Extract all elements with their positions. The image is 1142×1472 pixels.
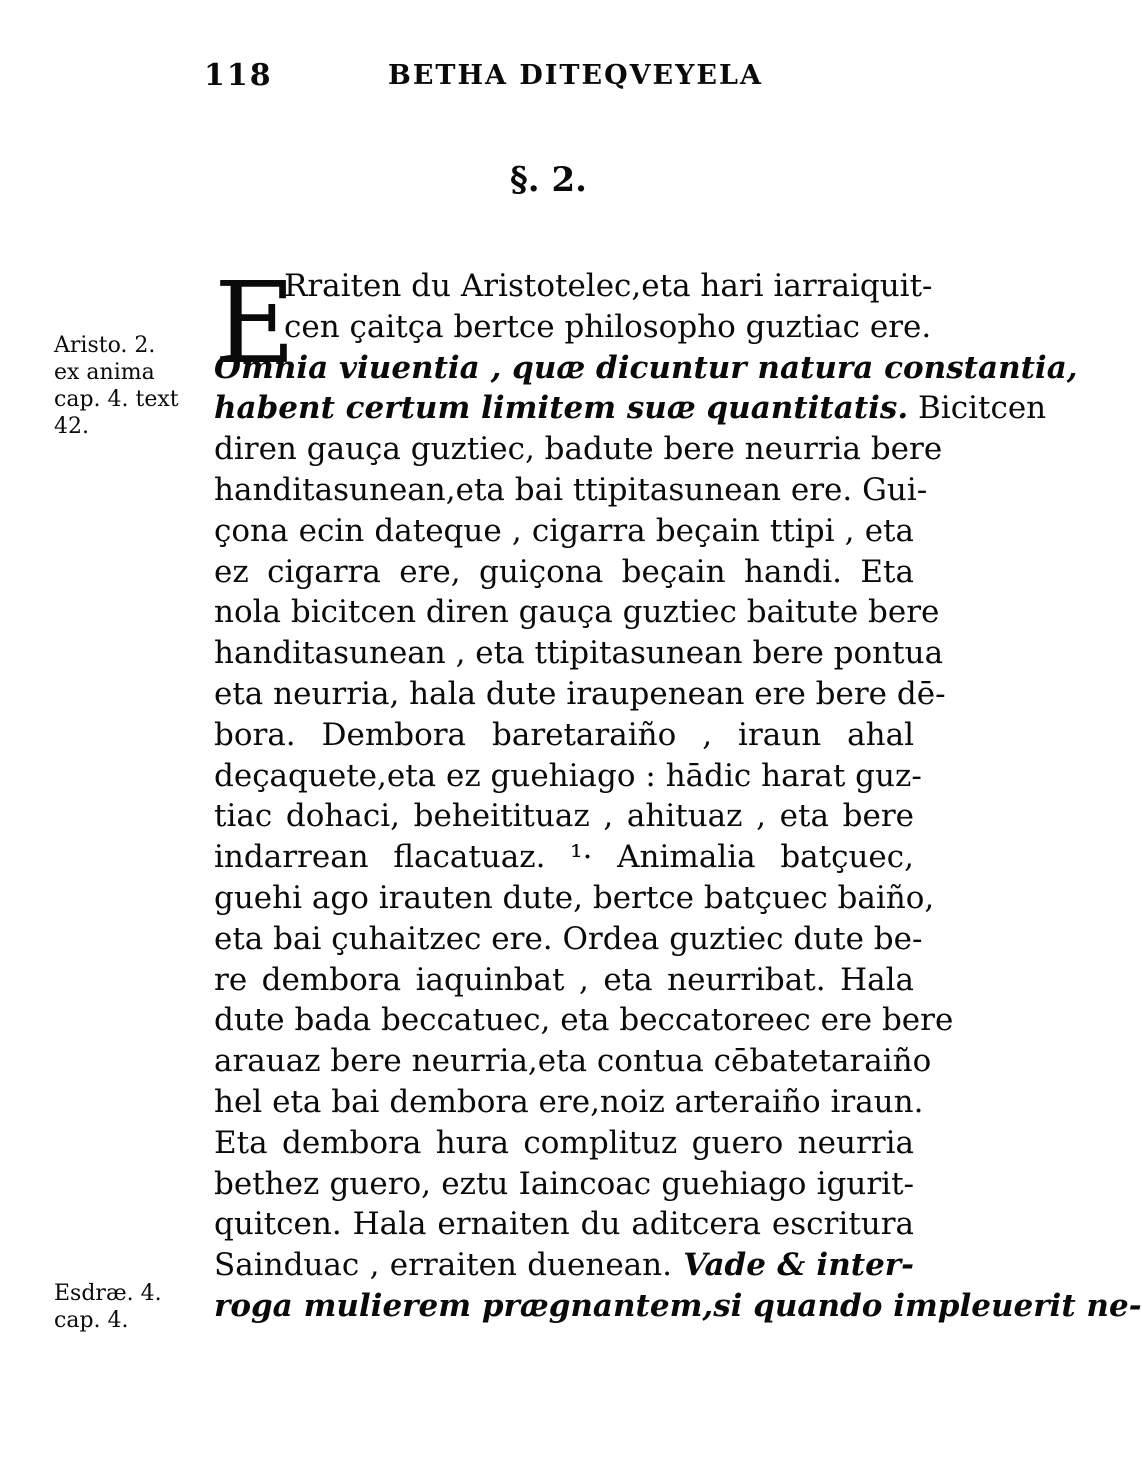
text-line-content: nola bicitcen diren gauça guztiec baitute bere: [214, 594, 940, 631]
text-line: [214, 1164, 914, 1205]
text-line: [214, 674, 946, 715]
margin-note-line: ex anima: [54, 360, 155, 385]
text-line: [214, 1286, 1142, 1327]
text-line: [214, 837, 914, 878]
margin-note-esdras: [54, 1281, 162, 1335]
text-line: [214, 1041, 932, 1082]
text-line: [214, 511, 914, 552]
text-line: [214, 1245, 914, 1286]
text-line: [214, 552, 914, 593]
text-line-content: handitasunean,eta bai ttipitasunean ere. Gui-: [214, 471, 928, 508]
text-line-content: Rraiten du Aristotelec,eta hari iarraiquit-: [284, 268, 933, 304]
text-line: [214, 633, 944, 674]
text-line: [214, 388, 1047, 429]
text-line-content: deçaquete,eta ez guehiago : hādic harat guz-: [214, 757, 922, 794]
running-head: BETHA DITEQVEYELA: [388, 60, 763, 91]
text-line: [214, 919, 923, 960]
text-line-content: diren gauça guztiec, badute bere neurria bere: [214, 431, 943, 468]
text-line-content: çona ecin dateque , cigarra beçain ttipi , eta: [214, 512, 914, 549]
text-line-content: habent certum limitem suæ quantitatis.: [214, 390, 909, 427]
text-line: [214, 878, 935, 919]
text-line: [214, 1082, 924, 1123]
text-line-content: arauaz bere neurria,eta contua cēbatetaraiño: [214, 1043, 932, 1080]
text-line-content: eta bai çuhaitzec ere. Ordea guztiec dute be-: [214, 920, 923, 957]
margin-note-line: Aristo. 2.: [54, 333, 156, 358]
text-line-content: handitasunean , eta ttipitasunean bere pontua: [214, 635, 944, 672]
page-header: [0, 58, 1023, 98]
margin-note-line: cap. 4. text: [54, 387, 179, 412]
text-line-content: re dembora iaquinbat , eta neurribat. Hala: [214, 961, 914, 998]
text-line: [214, 470, 928, 511]
text-line: [214, 796, 914, 837]
text-line-content: Eta dembora hura complituz guero neurria: [214, 1124, 914, 1161]
text-line: [214, 592, 940, 633]
text-line: [214, 1123, 914, 1164]
page-number: 118: [204, 58, 273, 93]
text-line: [214, 715, 914, 756]
text-line-content: dute bada beccatuec, eta beccatoreec ere bere: [214, 1002, 954, 1039]
text-line-content: tiac dohaci, beheitituaz , ahituaz , eta bere: [214, 798, 914, 835]
text-line: [214, 429, 943, 470]
text-line: [214, 756, 922, 797]
text-line-content: cen çaitça bertce philosopho guztiac ere.: [284, 308, 932, 345]
text-line: [214, 266, 933, 307]
margin-note-aristotle: [54, 333, 179, 441]
text-line-content: quitcen. Hala ernaiten du aditcera escritura: [214, 1206, 914, 1243]
text-line: [214, 348, 1078, 389]
body-text: [214, 259, 1142, 1327]
text-line-tail-italic: Vade & inter-: [671, 1247, 914, 1284]
text-line: [214, 1000, 954, 1041]
margin-note-line: cap. 4.: [54, 1308, 129, 1333]
text-line-tail: Bicitcen: [908, 390, 1047, 427]
drop-cap: E: [214, 259, 296, 389]
text-line-content: hel eta bai dembora ere,noiz arteraiño iraun.: [214, 1083, 924, 1120]
text-line-content: Sainduac , erraiten duenean.: [214, 1247, 672, 1284]
margin-note-line: Esdræ. 4.: [54, 1281, 162, 1306]
text-line-content: Omnia viuentia , quæ dicuntur natura constantia,: [214, 349, 1078, 386]
text-line: [214, 307, 932, 348]
text-line-content: roga mulierem prægnantem,si quando impleuerit ne-: [214, 1287, 1142, 1324]
text-line-content: ez cigarra ere, guiçona beçain handi. Eta: [214, 553, 914, 590]
text-line: [214, 960, 914, 1001]
text-line-content: bethez guero, eztu Iaincoac guehiago igurit-: [214, 1165, 914, 1202]
section-mark: §. 2.: [510, 160, 587, 200]
text-line: [214, 1204, 914, 1245]
text-line-content: eta neurria, hala dute iraupenean ere bere dē-: [214, 675, 946, 712]
text-line-content: indarrean flacatuaz. ¹· Animalia batçuec,: [214, 839, 914, 876]
text-line-content: bora. Dembora baretaraiño , iraun ahal: [214, 716, 914, 753]
margin-note-line: 42.: [54, 414, 89, 439]
text-line-content: guehi ago irauten dute, bertce batçuec baiño,: [214, 879, 935, 916]
